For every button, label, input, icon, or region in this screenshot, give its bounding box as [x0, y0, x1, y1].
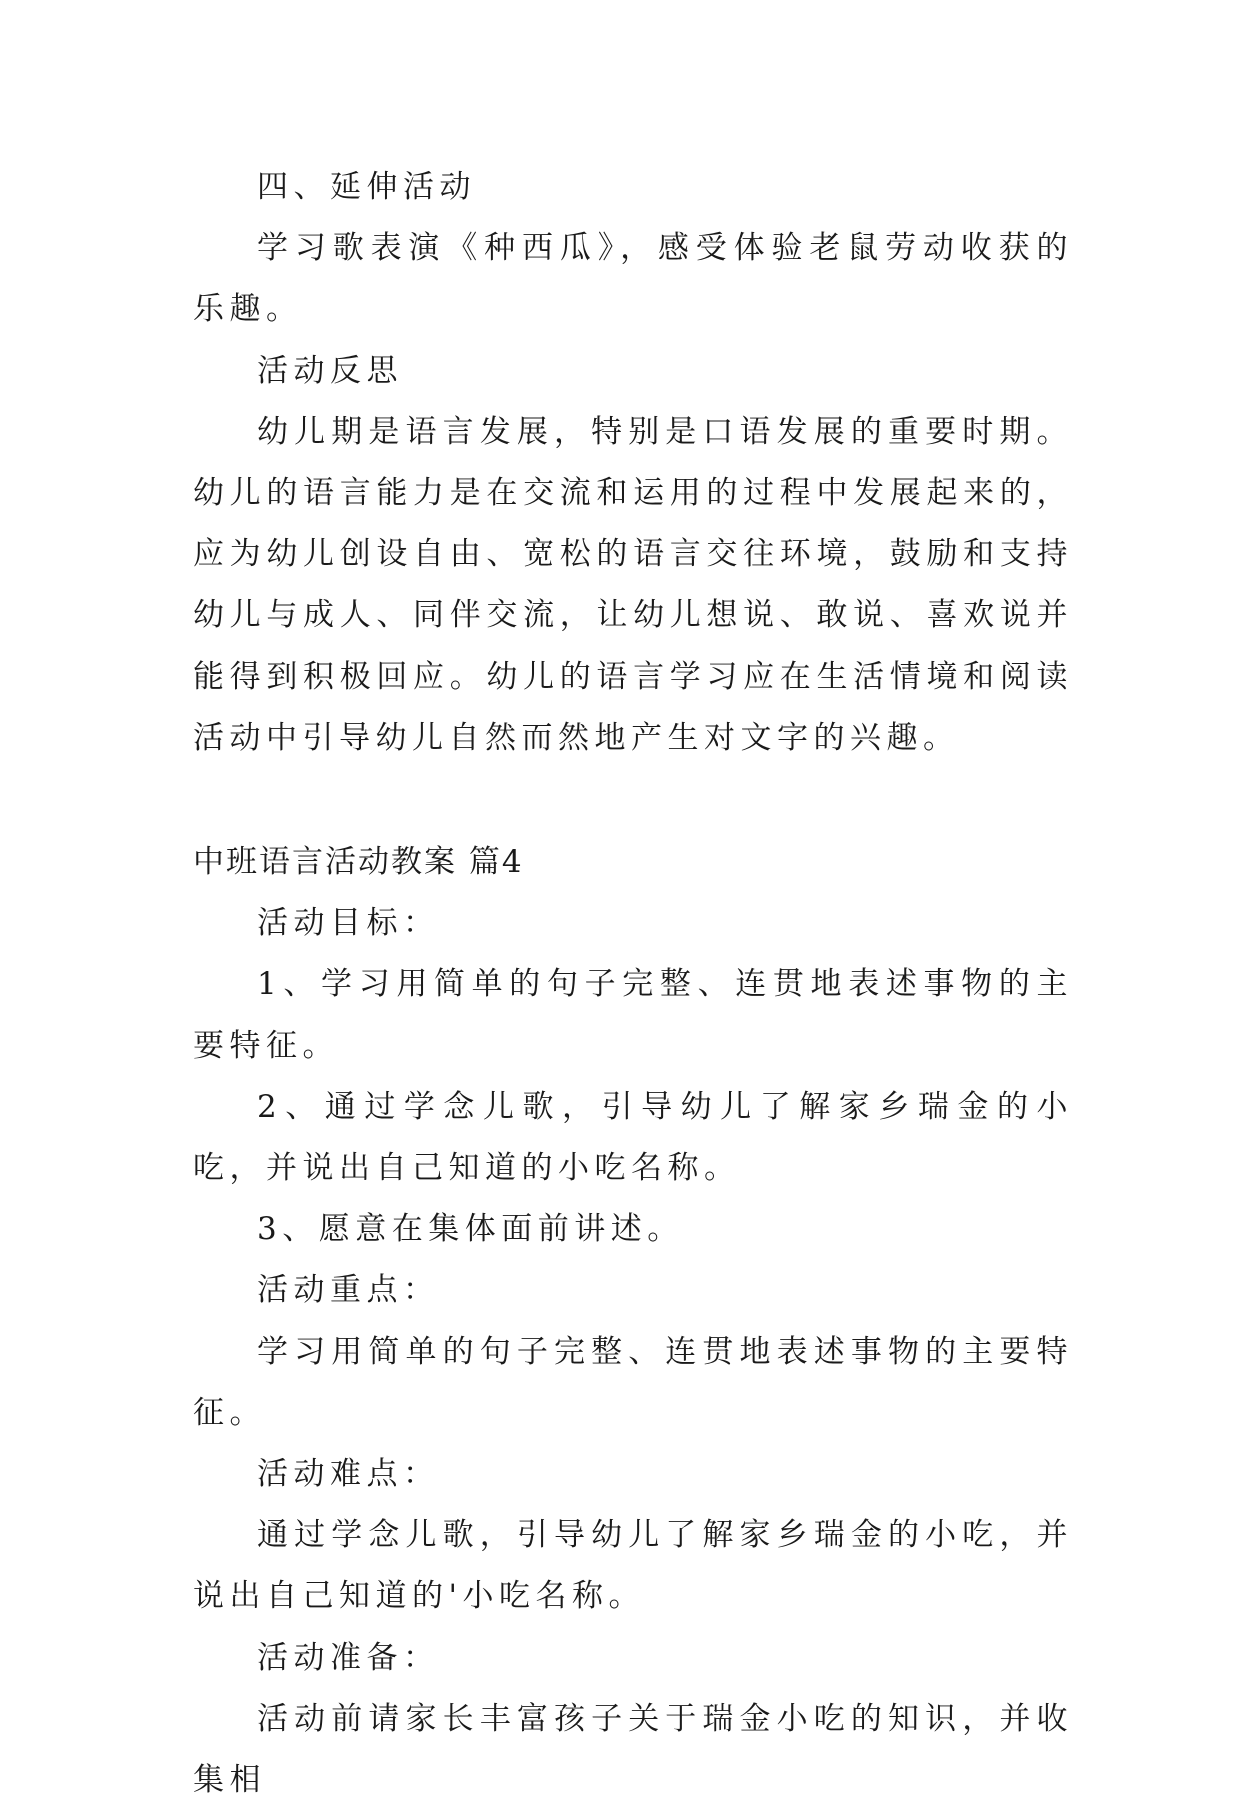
extension-heading: 四、延伸活动 — [257, 169, 476, 205]
goals-heading: 活动目标： — [257, 905, 440, 942]
extension-text: 学习歌表演《种西瓜》，感受体验老鼠劳动收获的乐趣。 — [193, 230, 1073, 328]
prep-heading: 活动准备： — [257, 1639, 440, 1676]
goal-item-3: 3、愿意在集体面前讲述。 — [257, 1211, 684, 1248]
section-gap — [193, 769, 1073, 832]
reflection-heading: 活动反思 — [257, 352, 403, 389]
document-body — [193, 157, 1073, 1811]
goal-item-2: 2、通过学念儿歌，引导幼儿了解家乡瑞金的小吃，并说出自己知道的小吃名称。 — [193, 1088, 1073, 1187]
reflection-text: 幼儿期是语言发展，特别是口语发展的重要时期。幼儿的语言能力是在交流和运用的过程中发展起来的，应为幼儿创设自由、宽松的语言交往环境，鼓励和支持幼儿与成人、同伴交流，让幼儿想说、敢说、喜欢说并能得到积极回应。幼儿的语言学习应在生活情境和阅读活动中引导幼儿自然而然地产生对文字的兴趣。 — [193, 413, 1073, 756]
difficulty-heading: 活动难点： — [257, 1456, 440, 1493]
key-text: 学习用简单的句子完整、连贯地表述事物的主要特征。 — [193, 1333, 1073, 1431]
prep-text: 活动前请家长丰富孩子关于瑞金小吃的知识，并收集相 — [193, 1700, 1073, 1799]
section-title: 中班语言活动教案 篇4 — [193, 844, 524, 881]
difficulty-text: 通过学念儿歌，引导幼儿了解家乡瑞金的小吃，并说出自己知道的'小吃名称。 — [193, 1517, 1073, 1615]
key-heading: 活动重点： — [257, 1272, 440, 1309]
goal-item-1: 1、学习用简单的句子完整、连贯地表述事物的主要特征。 — [193, 966, 1073, 1064]
